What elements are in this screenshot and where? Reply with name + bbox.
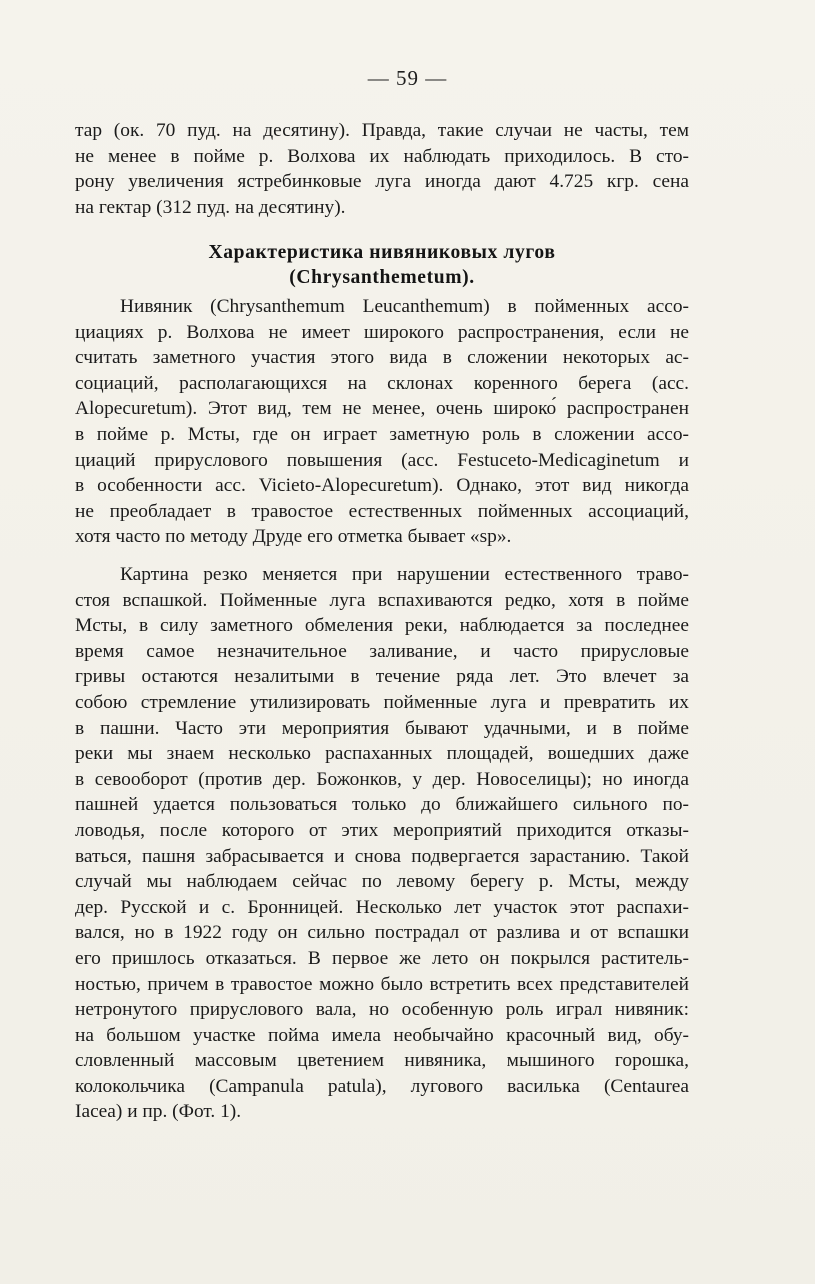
text-line: вался, но в 1922 году он сильно пострадал от разлива и от вспашки (75, 922, 689, 944)
section-heading-line: (Chrysanthemetum). (289, 267, 475, 288)
text-line: Картина резко меняется при нарушении естественного траво- (120, 564, 689, 585)
text-line: рону увеличения ястребинковые луга иногда дают 4.725 кгр. сена (75, 171, 689, 193)
text-line: на большом участке пойма имела необычайно красочный вид, обу- (75, 1024, 689, 1046)
text-line: собою стремление утилизировать пойменные луга и превратить их (75, 691, 689, 713)
text-line: реки мы знаем несколько распаханных площадей, вошедших даже (75, 743, 689, 765)
text-line: в пойме р. Мсты, где он играет заметную роль в сложении ассо- (75, 423, 689, 445)
text-line: стоя вспашкой. Пойменные луга вспахиваются редко, хотя в пойме (75, 589, 689, 611)
page-number: — 59 — (367, 66, 448, 90)
text-line: Мсты, в силу заметного обмеления реки, наблюдается за последнее (75, 615, 689, 637)
text-line: словленный массовым цветением нивяника, мышиного горошка, (75, 1050, 689, 1072)
text-line: ловодья, после которого от этих мероприятий приходится отказы- (75, 819, 689, 841)
text-line: в особенности асс. Vicieto-Alopecuretum). Однако, этот вид никогда (75, 475, 689, 497)
paragraph-main (75, 294, 689, 550)
text-line: циациях р. Волхова не имеет широкого распространения, если не (75, 321, 689, 343)
text-line: циаций прируслового повышения (асс. Festuceto-Medicaginetum и (75, 449, 689, 471)
text-line: гривы остаются незалитыми в течение ряда лет. Это влечет за (75, 666, 689, 688)
paragraph-second (75, 562, 689, 1125)
text-line: Нивяник (Chrysanthemum Leucanthemum) в пойменных ассо- (120, 296, 689, 317)
text-line: хотя часто по методу Друде его отметка бывает «sp». (75, 526, 512, 548)
text-line: колокольчика (Campanula patula), лугового василька (Centaurea (75, 1075, 689, 1097)
text-line: ваться, пашня забрасывается и снова подвергается зарастанию. Такой (75, 845, 689, 867)
text-line: ностью, причем в травостое можно было встретить всех представителей (75, 973, 689, 995)
text-line: Iacea) и пр. (Фот. 1). (75, 1101, 242, 1123)
text-line: не менее в пойме р. Волхова их наблюдать приходилось. В сто- (75, 145, 689, 167)
section-heading-line: Характеристика нивяниковых лугов (208, 242, 556, 263)
text-line: считать заметного участия этого вида в сложении некоторых ас- (75, 347, 689, 369)
text-line: время самое незначительное заливание, и часто прирусловые (75, 640, 689, 662)
text-line: социаций, располагающихся на склонах коренного берега (асс. (75, 372, 689, 394)
text-line: случай мы наблюдаем сейчас по левому берегу р. Мсты, между (75, 871, 689, 893)
text-line: нетронутого прируслового вала, но особенную роль играл нивяник: (75, 999, 689, 1021)
text-line: пашней удается пользоваться только до ближайшего сильного по- (75, 794, 689, 816)
paragraph-intro (75, 118, 689, 220)
text-line: не преобладает в травостое естественных пойменных ассоциаций, (75, 500, 689, 522)
section-heading (75, 240, 689, 290)
text-line: его пришлось отказаться. В первое же лето он покрылся раститель- (75, 947, 689, 969)
text-line: дер. Русской и с. Бронницей. Несколько лет участок этот распахи- (75, 896, 689, 918)
text-line: в пашни. Часто эти мероприятия бывают удачными, и в пойме (75, 717, 689, 739)
text-line: в севооборот (против дер. Божонков, у дер. Новоселицы); но иногда (75, 768, 689, 790)
text-line: на гектар (312 пуд. на десятину). (75, 196, 346, 218)
text-line: тар (ок. 70 пуд. на десятину). Правда, такие случаи не часты, тем (75, 120, 689, 141)
text-line: Alopecuretum). Этот вид, тем не менее, очень широко́ распространен (75, 398, 689, 420)
